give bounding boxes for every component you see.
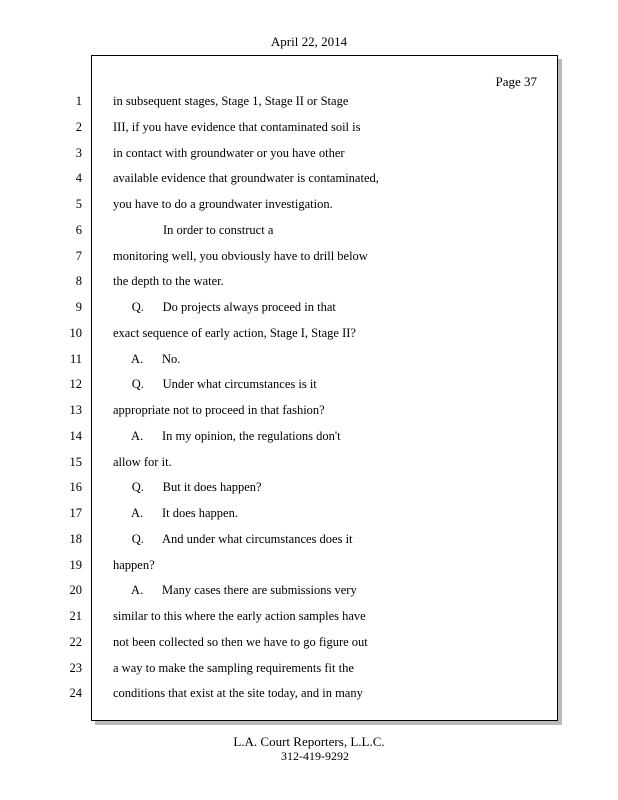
line-text: A. No. xyxy=(113,352,181,366)
line-text: Q. Under what circumstances is it xyxy=(113,377,317,391)
footer-phone: 312-419-9292 xyxy=(281,749,349,763)
line-text: in subsequent stages, Stage 1, Stage II or Stage xyxy=(113,94,349,108)
line-number: 13 xyxy=(69,403,82,417)
line-number: 6 xyxy=(75,223,82,237)
line-text: a way to make the sampling requirements fit the xyxy=(113,661,354,675)
line-text: appropriate not to proceed in that fashion? xyxy=(113,403,325,417)
line-text: exact sequence of early action, Stage I, Stage II? xyxy=(113,326,356,340)
line-text: Q. Do projects always proceed in that xyxy=(113,300,336,314)
transcript-date: April 22, 2014 xyxy=(270,34,348,49)
line-number: 15 xyxy=(69,455,82,469)
line-text: III, if you have evidence that contaminated soil is xyxy=(113,120,361,134)
line-text: A. It does happen. xyxy=(113,506,238,520)
line-text: allow for it. xyxy=(113,455,172,469)
footer-company: L.A. Court Reporters, L.L.C. xyxy=(233,734,385,749)
line-number: 24 xyxy=(69,686,82,700)
line-number: 20 xyxy=(69,583,82,597)
line-number: 22 xyxy=(69,635,82,649)
line-text: A. Many cases there are submissions very xyxy=(113,583,357,597)
line-number: 18 xyxy=(69,532,82,546)
line-number: 16 xyxy=(69,480,82,494)
line-number: 11 xyxy=(69,352,82,366)
line-text: available evidence that groundwater is contaminated, xyxy=(113,171,379,185)
line-number: 17 xyxy=(69,506,82,520)
line-number: 7 xyxy=(75,249,82,263)
line-number: 1 xyxy=(75,94,82,108)
line-text: In order to construct a xyxy=(113,223,274,237)
line-number: 10 xyxy=(69,326,82,340)
line-text: happen? xyxy=(113,558,155,572)
line-text: similar to this where the early action samples have xyxy=(113,609,366,623)
line-number: 8 xyxy=(75,274,82,288)
line-text: the depth to the water. xyxy=(113,274,224,288)
line-text: conditions that exist at the site today, and in many xyxy=(113,686,363,700)
line-number: 12 xyxy=(69,377,82,391)
line-number: 9 xyxy=(75,300,82,314)
line-text: not been collected so then we have to go figure out xyxy=(113,635,368,649)
line-number: 21 xyxy=(69,609,82,623)
line-number: 5 xyxy=(75,197,82,211)
line-number: 19 xyxy=(69,558,82,572)
line-text: A. In my opinion, the regulations don't xyxy=(113,429,341,443)
line-text: you have to do a groundwater investigation. xyxy=(113,197,333,211)
line-text: Q. And under what circumstances does it xyxy=(113,532,353,546)
line-number: 14 xyxy=(69,429,82,443)
line-number: 23 xyxy=(69,661,82,675)
page-number: Page 37 xyxy=(495,74,537,89)
line-text: in contact with groundwater or you have other xyxy=(113,146,345,160)
line-number: 3 xyxy=(75,146,82,160)
line-text: monitoring well, you obviously have to drill below xyxy=(113,249,368,263)
line-number: 4 xyxy=(75,171,82,185)
line-text: Q. But it does happen? xyxy=(113,480,262,494)
line-number: 2 xyxy=(75,120,82,134)
